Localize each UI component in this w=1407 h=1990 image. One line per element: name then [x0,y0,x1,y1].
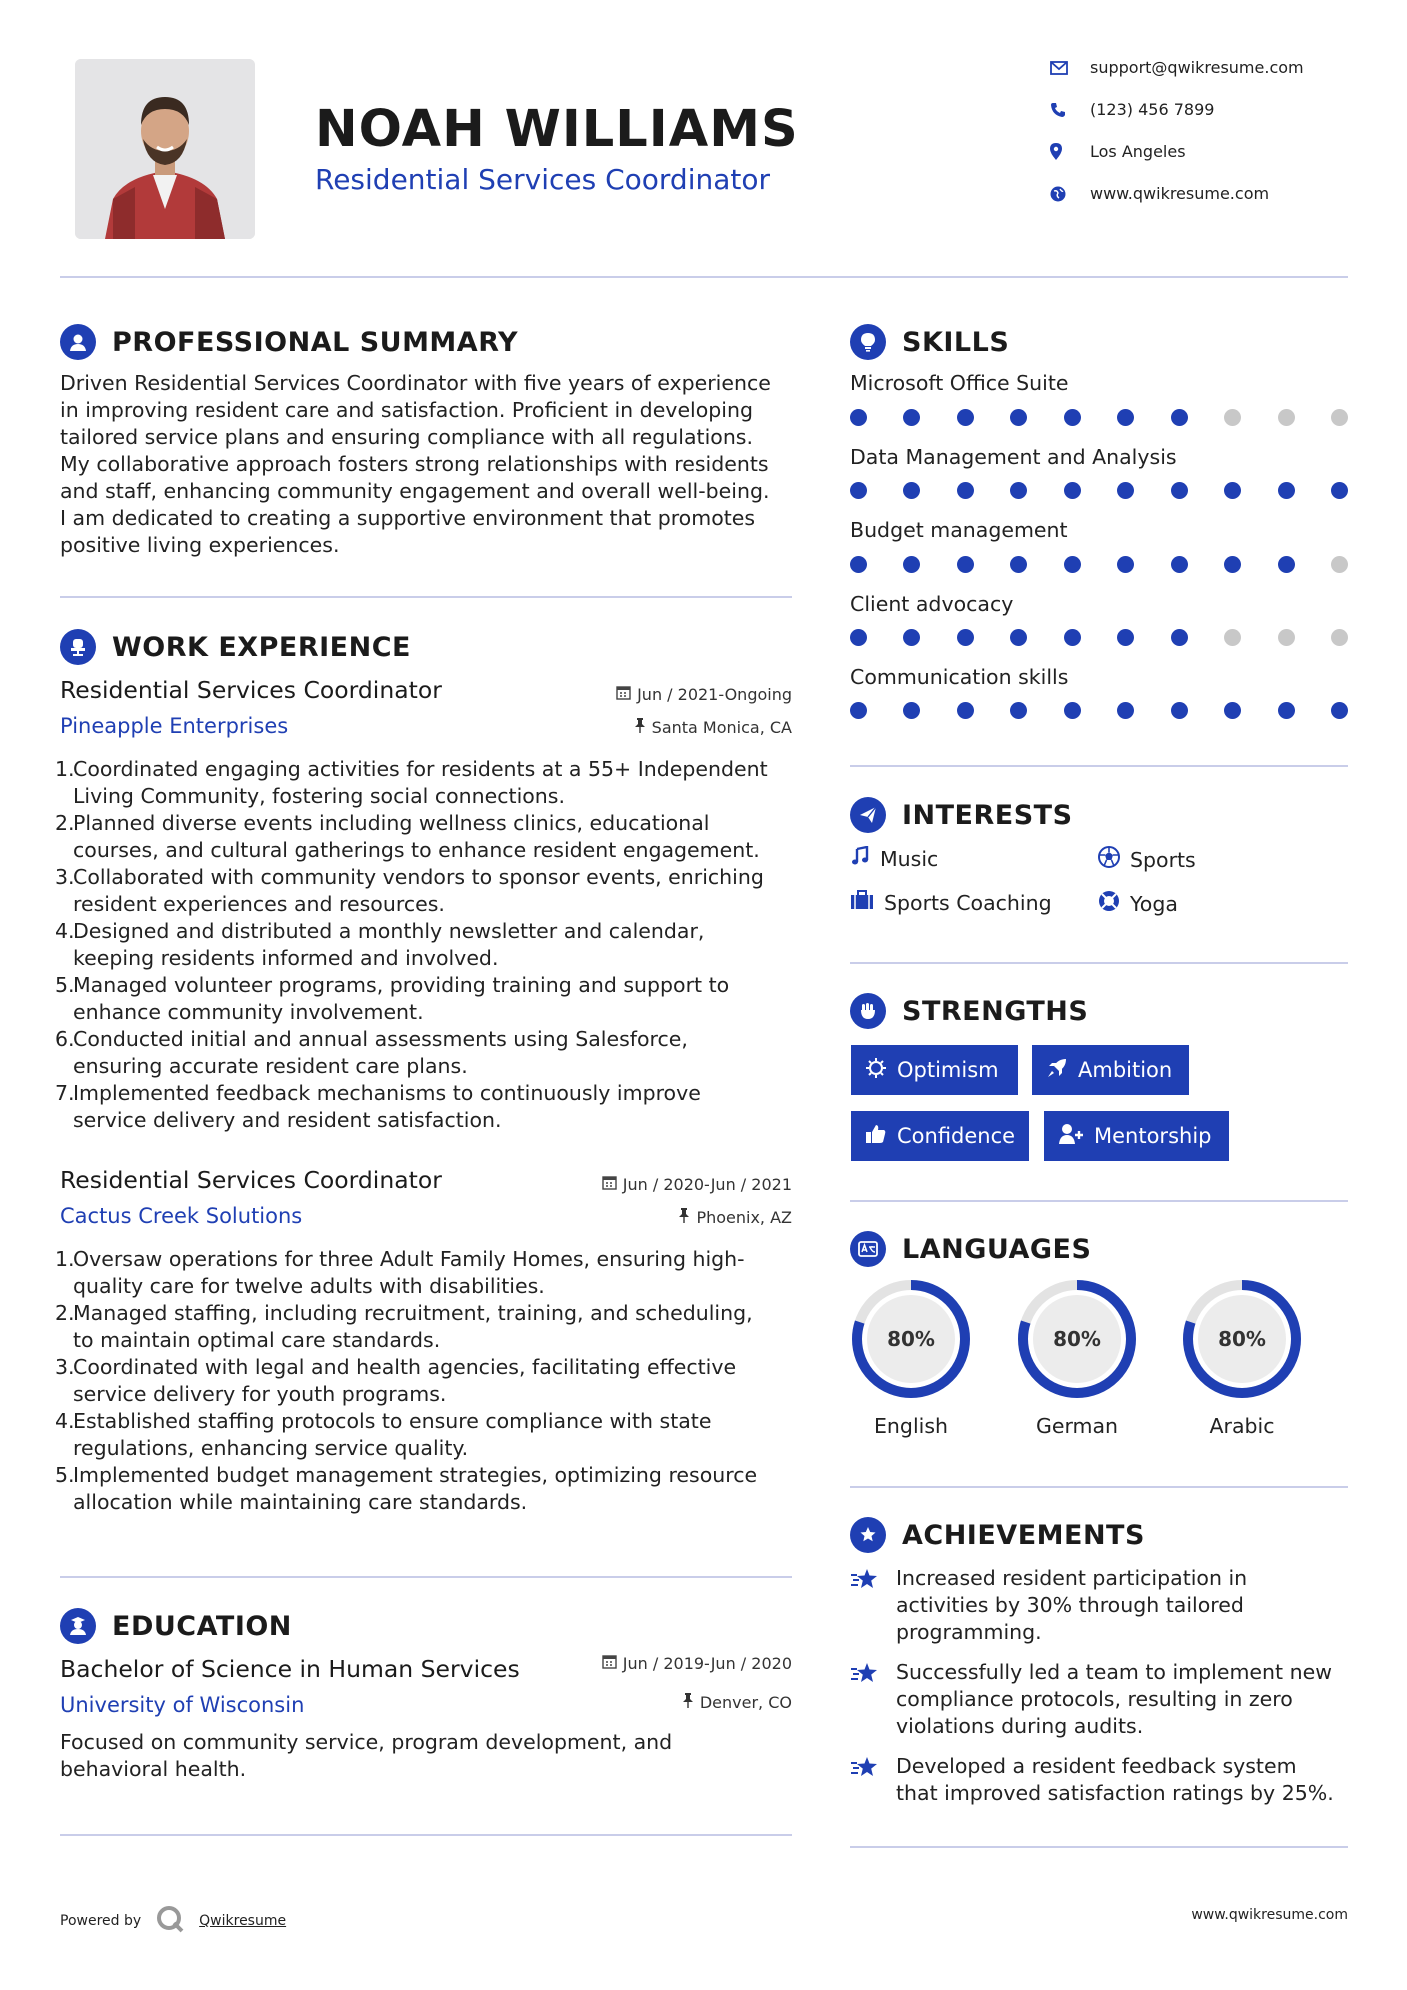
section-divider [850,1846,1348,1848]
item-line: Oversaw operations for three Adult Family Homes, ensuring high- [73,1247,745,1271]
item-line: Implemented budget management strategies, optimizing resource [73,1463,758,1487]
skill-dot-filled [1224,482,1241,499]
music-icon [850,846,870,871]
languages-heading [850,1231,1091,1267]
item-line: Established staffing protocols to ensure compliance with state [73,1409,712,1433]
skill-name: Communication skills [850,665,1069,689]
skill-dot-filled [1224,556,1241,573]
item-line: keeping residents informed and involved. [73,946,499,970]
skill-dot-empty [1224,409,1241,426]
strength-badge [1032,1045,1189,1095]
job-duties-list [55,756,800,1134]
strength-badge [851,1045,1018,1095]
interest-label: Yoga [1130,891,1178,916]
section-divider [850,962,1348,964]
item-number: 3. [55,865,75,889]
skill-name: Client advocacy [850,592,1014,616]
skill-dot-filled [850,482,867,499]
skill-dot-empty [1278,409,1295,426]
item-line: allocation while maintaining care standards. [73,1490,528,1514]
contact-website[interactable] [1050,184,1269,203]
location-text: Los Angeles [1090,142,1186,161]
strength-label: Optimism [897,1058,999,1082]
skill-dot-filled [1117,556,1134,573]
skill-dot-filled [1064,409,1081,426]
item-line: Coordinated with legal and health agencies, facilitating effective [73,1355,737,1379]
list-item [55,1246,800,1300]
achievements-heading-text: ACHIEVEMENTS [902,1519,1145,1551]
sun-icon [865,1057,887,1084]
item-number: 4. [55,919,75,943]
language-name: German [1035,1414,1119,1438]
summary-line: and staff, enhancing community engagement and overall well-being. [60,479,770,503]
list-item [55,810,800,864]
strength-label: Ambition [1078,1058,1173,1082]
job-location-text: Santa Monica, CA [651,718,792,737]
skill-dot-filled [903,702,920,719]
qwikresume-logo-icon [155,1904,185,1938]
list-item [55,1462,800,1516]
job-company: Cactus Creek Solutions [60,1204,303,1228]
language-name: English [873,1414,949,1438]
language-ring [850,1278,972,1400]
item-number: 7. [55,1081,75,1105]
item-number: 3. [55,1355,75,1379]
education-location [480,1693,792,1712]
list-item [55,864,800,918]
skill-dot-filled [903,556,920,573]
achievement-line: Increased resident participation in [896,1566,1248,1590]
skill-dot-filled [850,556,867,573]
section-divider [60,1834,792,1836]
skill-dot-empty [1331,409,1348,426]
item-line: quality care for twelve adults with disabilities. [73,1274,545,1298]
item-number: 5. [55,973,75,997]
summary-text [60,370,800,559]
award-star-icon [850,1517,886,1553]
language-ring [1016,1278,1138,1400]
interest-item [1098,846,1196,873]
skill-dot-filled [850,702,867,719]
achievement-item [850,1659,1356,1740]
star-icon [850,1565,896,1646]
profile-photo [75,59,255,239]
skill-dot-filled [1171,702,1188,719]
skill-dot-filled [850,409,867,426]
item-number: 5. [55,1463,75,1487]
skill-dot-filled [1010,629,1027,646]
job-date [480,1175,792,1194]
skill-dot-filled [1064,629,1081,646]
calendar-icon [616,685,631,704]
skill-dot-filled [1117,702,1134,719]
section-divider [850,765,1348,767]
skill-dot-filled [957,482,974,499]
item-line: ensuring accurate resident care plans. [73,1054,468,1078]
item-line: Designed and distributed a monthly newsletter and calendar, [73,919,705,943]
list-item [55,1080,800,1134]
item-number: 2. [55,1301,75,1325]
phone-icon [1050,102,1090,118]
skill-dot-filled [1171,409,1188,426]
pushpin-icon [682,1693,694,1712]
item-number: 1. [55,757,75,781]
website-text: www.qwikresume.com [1090,184,1270,203]
skill-dot-filled [903,482,920,499]
education-date-text: Jun / 2019-Jun / 2020 [622,1654,792,1673]
skill-dot-empty [1331,629,1348,646]
skill-dot-filled [1010,702,1027,719]
envelope-icon [1050,61,1090,75]
item-line: Managed staffing, including recruitment, training, and scheduling, [73,1301,753,1325]
map-pin-icon [1050,143,1090,160]
user-icon [60,324,96,360]
strength-label: Mentorship [1094,1124,1212,1148]
header-divider [60,276,1348,278]
education-heading [60,1608,292,1644]
item-line: Planned diverse events including wellness clinics, educational [73,811,710,835]
degree-title: Bachelor of Science in Human Services [60,1655,520,1683]
interest-label: Sports Coaching [884,890,1052,915]
summary-heading [60,324,518,360]
skill-dot-filled [957,409,974,426]
interest-label: Music [880,846,939,871]
strengths-heading [850,993,1088,1029]
avatar-image [75,59,255,239]
list-item [55,972,800,1026]
skill-dot-filled [1171,482,1188,499]
skill-dot-filled [957,556,974,573]
brand-link[interactable]: Qwikresume [199,1913,287,1929]
soccer-ball-icon [1098,846,1120,873]
interest-item [850,846,938,871]
achievement-line: Successfully led a team to implement new [896,1660,1332,1684]
education-location-text: Denver, CO [699,1693,792,1712]
list-item [55,918,800,972]
item-line: service delivery for youth programs. [73,1382,447,1406]
footer-url[interactable]: www.qwikresume.com [1191,1907,1348,1923]
interests-heading-text: INTERESTS [902,799,1073,831]
skill-dot-filled [903,409,920,426]
experience-heading [60,629,411,665]
summary-line: Driven Residential Services Coordinator with five years of experience [60,371,771,395]
summary-line: in improving resident care and satisfaction. Proficient in developing [60,398,754,422]
skill-dot-filled [1010,556,1027,573]
summary-line: My collaborative approach fosters strong relationships with residents [60,452,769,476]
languages-heading-text: LANGUAGES [902,1233,1092,1265]
calendar-icon [602,1175,617,1194]
skills-heading [850,324,1009,360]
skill-dot-filled [1064,702,1081,719]
item-line: resident experiences and resources. [73,892,445,916]
contact-email[interactable] [1050,58,1304,77]
lifebuoy-icon [1098,890,1120,917]
skill-dot-filled [1117,482,1134,499]
job-date-text: Jun / 2021-Ongoing [637,685,792,704]
skill-dot-empty [1331,556,1348,573]
item-number: 2. [55,811,75,835]
phone-text: (123) 456 7899 [1090,100,1215,119]
interest-item [850,890,1052,915]
skill-dot-filled [1010,409,1027,426]
interest-item [1098,890,1178,917]
item-number: 4. [55,1409,75,1433]
skill-dot-filled [957,629,974,646]
list-item [55,1026,800,1080]
footer-powered [60,1904,286,1938]
item-line: regulations, enhancing service quality. [73,1436,469,1460]
education-heading-text: EDUCATION [112,1610,292,1642]
item-line: to maintain optimal care standards. [73,1328,441,1352]
job-date-text: Jun / 2020-Jun / 2021 [622,1175,792,1194]
graduate-icon [60,1608,96,1644]
item-line: service delivery and resident satisfaction. [73,1108,502,1132]
item-line: Implemented feedback mechanisms to continuously improve [73,1081,701,1105]
strength-badge [851,1111,1029,1161]
skill-dot-filled [1278,482,1295,499]
strength-badge [1044,1111,1229,1161]
globe-icon [1050,186,1090,202]
ring-percent-label: 80% [1053,1327,1101,1351]
strengths-heading-text: STRENGTHS [902,995,1089,1027]
achievement-line: that improved satisfaction ratings by 25%. [896,1781,1334,1805]
skills-heading-text: SKILLS [902,326,1010,358]
skill-rating [850,409,1348,429]
skill-dot-filled [1278,556,1295,573]
paper-plane-icon [850,797,886,833]
item-line: courses, and cultural gatherings to enhance resident engagement. [73,838,760,862]
language-icon [850,1231,886,1267]
skill-dot-filled [903,629,920,646]
job-duties-list [55,1246,800,1516]
item-line: Living Community, fostering social connections. [73,784,565,808]
pushpin-icon [634,718,646,737]
thumbs-up-icon [865,1123,887,1150]
strength-label: Confidence [897,1124,1016,1148]
achievement-item [850,1753,1356,1807]
summary-line: tailored service plans and ensuring compliance with all regulations. [60,425,754,449]
item-line: Coordinated engaging activities for residents at a 55+ Independent [73,757,768,781]
skill-dot-filled [1331,702,1348,719]
lightbulb-icon [850,324,886,360]
skill-name: Budget management [850,518,1068,542]
calendar-icon [602,1654,617,1673]
skill-dot-filled [957,702,974,719]
powered-by-text: Powered by [60,1913,142,1929]
list-item [55,1408,800,1462]
rocket-icon [1046,1057,1068,1084]
achievement-item [850,1565,1356,1646]
interests-heading [850,797,1073,833]
education-date [480,1654,792,1673]
skill-dot-filled [1331,482,1348,499]
candidate-name: NOAH WILLIAMS [315,100,799,159]
item-number: 6. [55,1027,75,1051]
experience-heading-text: WORK EXPERIENCE [112,631,411,663]
ring-percent-label: 80% [887,1327,935,1351]
skill-dot-filled [1064,482,1081,499]
item-line: Collaborated with community vendors to sponsor events, enriching [73,865,764,889]
skill-dot-empty [1278,629,1295,646]
job-location-text: Phoenix, AZ [696,1208,792,1227]
contact-location [1050,142,1186,161]
job-location [480,1208,792,1227]
language-ring [1181,1278,1303,1400]
education-line: behavioral health. [60,1757,247,1781]
job-date [480,685,792,704]
summary-heading-text: PROFESSIONAL SUMMARY [112,326,519,358]
job-location [480,718,792,737]
skill-rating [850,556,1348,576]
interest-label: Sports [1130,847,1196,872]
item-line: enhance community involvement. [73,1000,424,1024]
section-divider [60,596,792,598]
section-divider [850,1486,1348,1488]
item-number: 1. [55,1247,75,1271]
skill-name: Microsoft Office Suite [850,371,1069,395]
section-divider [60,1576,792,1578]
skill-dot-filled [1117,629,1134,646]
school-name: University of Wisconsin [60,1693,305,1717]
skill-dot-filled [1117,409,1134,426]
skill-dot-filled [1064,556,1081,573]
skill-rating [850,629,1348,649]
skill-name: Data Management and Analysis [850,445,1177,469]
job-title: Residential Services Coordinator [60,1166,442,1194]
skill-dot-filled [1171,629,1188,646]
summary-line: positive living experiences. [60,533,340,557]
education-description [60,1729,800,1783]
fist-icon [850,993,886,1029]
briefcase-icon [850,890,874,915]
skill-rating [850,702,1348,722]
achievement-line: Developed a resident feedback system [896,1754,1297,1778]
achievement-line: programming. [896,1620,1042,1644]
job-title: Residential Services Coordinator [60,676,442,704]
skill-dot-filled [850,629,867,646]
skill-dot-filled [1278,702,1295,719]
pushpin-icon [678,1208,690,1227]
language-name: Arabic [1209,1414,1275,1438]
education-line: Focused on community service, program development, and [60,1730,673,1754]
ring-percent-label: 80% [1218,1327,1266,1351]
achievement-line: compliance protocols, resulting in zero [896,1687,1293,1711]
list-item [55,1354,800,1408]
chair-icon [60,629,96,665]
skill-dot-filled [1010,482,1027,499]
user-plus-icon [1058,1123,1084,1150]
star-icon [850,1753,896,1807]
list-item [55,756,800,810]
job-company: Pineapple Enterprises [60,714,289,738]
item-line: Conducted initial and annual assessments using Salesforce, [73,1027,688,1051]
contact-phone[interactable] [1050,100,1214,119]
list-item [55,1300,800,1354]
skill-dot-empty [1224,629,1241,646]
summary-line: I am dedicated to creating a supportive environment that promotes [60,506,756,530]
star-icon [850,1659,896,1740]
skill-dot-filled [1171,556,1188,573]
section-divider [850,1200,1348,1202]
skill-rating [850,482,1348,502]
email-text: support@qwikresume.com [1090,58,1304,77]
achievement-line: activities by 30% through tailored [896,1593,1244,1617]
item-line: Managed volunteer programs, providing training and support to [73,973,730,997]
skill-dot-filled [1224,702,1241,719]
achievements-heading [850,1517,1145,1553]
candidate-title: Residential Services Coordinator [315,163,771,196]
achievement-line: violations during audits. [896,1714,1144,1738]
